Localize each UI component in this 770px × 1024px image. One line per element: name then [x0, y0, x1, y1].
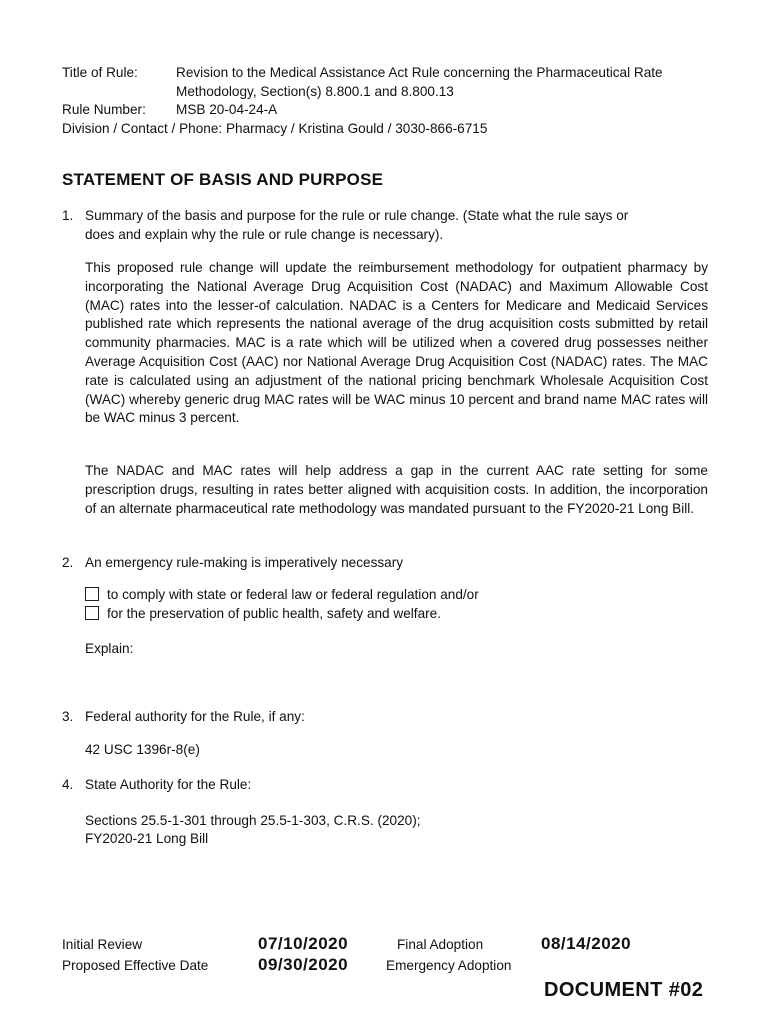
- item-2-question: An emergency rule-making is imperatively necessary: [85, 555, 404, 570]
- proposed-effective-date: 09/30/2020: [258, 955, 349, 974]
- option-1-label: to comply with state or federal law or federal regulation and/or: [107, 587, 479, 602]
- item-1-paragraph-2: The NADAC and MAC rates will help address a gap in the current AAC rate setting for some prescription drugs, resulting in rates better aligned with acquisition costs. In addition, the incorporation of an alternate pharmaceutical rate methodology was mandated pursuant to the FY2020-21 Long Bill.: [85, 463, 708, 516]
- rule-number-label: Rule Number:: [62, 102, 146, 117]
- item-1-paragraph-1: This proposed rule change will update the reimbursement methodology for outpatient pharmacy by incorporating the National Average Drug Acquisition Cost (NADAC) and Maximum Allowable Cost (MAC) rates into the lesser-of calculation. NADAC is a Centers for Medicare and Medicaid Services published rate which represents the national average of the drug acquisition costs submitted by retail community pharmacies. MAC is a rate which will be utilized when a covered drug possesses neither Average Acquisition Cost (AAC) nor National Average Drug Acquisition Cost (NADAC) rates. The MAC rate is calculated using an adjustment of the national pricing benchmark Wholesale Acquisition Cost (WAC) whereby generic drug MAC rates will be WAC minus 10 percent and brand name MAC rates will be WAC minus 3 percent.: [85, 260, 708, 426]
- emergency-adoption-label: Emergency Adoption: [386, 958, 512, 973]
- option-2-checkbox[interactable]: [85, 606, 99, 620]
- division-contact-line: Division / Contact / Phone: Pharmacy / Kristina Gould / 3030-866-6715: [62, 121, 488, 136]
- title-of-rule-line-1: Revision to the Medical Assistance Act Rule concerning the Pharmaceutical Rate: [176, 65, 663, 80]
- item-4-answer-line-2: FY2020-21 Long Bill: [85, 831, 209, 846]
- statement-heading: STATEMENT OF BASIS AND PURPOSE: [62, 170, 384, 189]
- item-3-number: 3.: [62, 709, 74, 724]
- final-adoption-label: Final Adoption: [397, 937, 484, 952]
- item-1-question-line-2: does and explain why the rule or rule change is necessary).: [85, 227, 444, 242]
- item-4-question: State Authority for the Rule:: [85, 777, 252, 792]
- explain-label: Explain:: [85, 641, 134, 656]
- item-1-question-line-1: Summary of the basis and purpose for the rule or rule change. (State what the rule says or: [85, 208, 629, 223]
- initial-review-date: 07/10/2020: [258, 934, 349, 953]
- initial-review-label: Initial Review: [62, 937, 143, 952]
- item-2-number: 2.: [62, 555, 74, 570]
- title-of-rule-line-2: Methodology, Section(s) 8.800.1 and 8.800.13: [176, 84, 454, 99]
- option-1-checkbox[interactable]: [85, 587, 99, 601]
- item-4-answer-line-1: Sections 25.5-1-301 through 25.5-1-303, C.R.S. (2020);: [85, 813, 421, 828]
- final-adoption-date: 08/14/2020: [541, 934, 632, 953]
- document-number: DOCUMENT #02: [544, 979, 704, 1001]
- item-3-question: Federal authority for the Rule, if any:: [85, 709, 305, 724]
- title-of-rule-label: Title of Rule:: [62, 65, 138, 80]
- item-4-number: 4.: [62, 777, 74, 792]
- proposed-effective-date-label: Proposed Effective Date: [62, 958, 209, 973]
- option-2-label: for the preservation of public health, safety and welfare.: [107, 606, 441, 621]
- rule-number-value: MSB 20-04-24-A: [176, 102, 278, 117]
- item-3-answer: 42 USC 1396r-8(e): [85, 742, 200, 757]
- item-1-number: 1.: [62, 208, 74, 223]
